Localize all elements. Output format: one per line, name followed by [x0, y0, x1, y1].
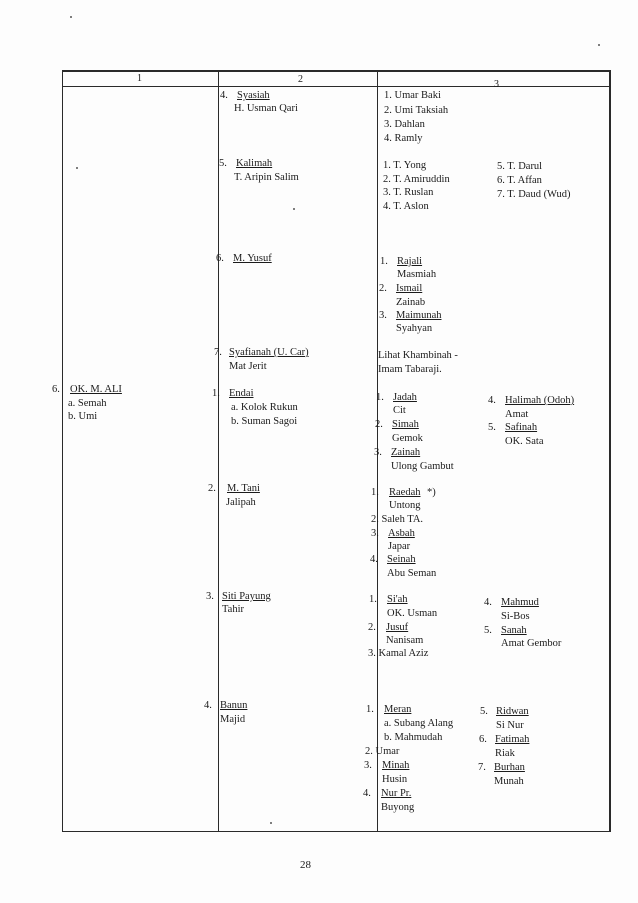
col2-number: 1. — [212, 388, 220, 399]
col3-name: Halimah (Odoh) — [505, 395, 575, 406]
col3-number: 3. — [374, 447, 382, 458]
col3-name: Maimunah — [396, 310, 442, 321]
col3-spouse: Munah — [494, 776, 524, 787]
col3-name: Zainah — [391, 447, 421, 458]
col1-spouse-b: b. Umi — [68, 411, 98, 422]
col3-number: 3. — [379, 310, 387, 321]
col3-number: 1. — [371, 487, 379, 498]
col3-number: 2. — [375, 419, 383, 430]
col3-name: Simah — [392, 419, 419, 430]
col3-spouse: Buyong — [381, 802, 415, 813]
col2-spouse: H. Usman Qari — [234, 103, 298, 114]
col2-number: 6. — [216, 253, 224, 264]
col3-name: Minah — [382, 760, 410, 771]
col2-spouse: Majid — [220, 714, 246, 725]
scan-speck — [76, 167, 78, 169]
col3-number: 3. — [364, 760, 372, 771]
col3-number: 2. — [379, 283, 387, 294]
col3-name: Jadah — [393, 392, 417, 403]
col3-number: 1. — [376, 392, 384, 403]
col3-number: 4. — [363, 788, 371, 799]
col3-number: 4. — [488, 395, 496, 406]
col3-spouse: Nanisam — [386, 635, 424, 646]
col3-spouse: Gemok — [392, 433, 423, 444]
col2-spouse-b: b. Suman Sagoi — [231, 416, 298, 427]
col2-name: M. Tani — [227, 483, 260, 494]
col1-number: 6. — [52, 384, 60, 395]
col1-spouse-a: a. Semah — [68, 398, 107, 409]
table-right-border — [609, 70, 611, 832]
col3-name: Rajali — [397, 256, 423, 267]
col3-spouse: Husin — [382, 774, 408, 785]
col3-spouse: Cit — [393, 405, 406, 416]
scan-speck — [70, 16, 72, 18]
col3-number: 4. — [370, 554, 378, 565]
col3-name: Nur Pr. — [381, 788, 412, 799]
col2-name: Syasiah — [237, 90, 270, 101]
col3-number: 4. — [484, 597, 492, 608]
col3-name: Si'ah — [387, 594, 408, 605]
col2-number: 5. — [219, 158, 227, 169]
col2-name: Endai — [229, 388, 254, 399]
col3-spouse: Si Nur — [496, 720, 524, 731]
col3-item: 6. T. Affan — [497, 175, 542, 186]
col3-spouse: Ulong Gambut — [391, 461, 454, 472]
col3-item: 1. Umar Baki — [384, 90, 441, 101]
col3-spouse: Si-Bos — [501, 611, 530, 622]
page-number: 28 — [300, 859, 311, 871]
col3-item: 2. T. Amiruddin — [383, 174, 450, 185]
col3-name: Ismail — [396, 283, 423, 294]
col3-spouse: Amat Gembor — [501, 638, 562, 649]
col2-number: 2. — [208, 483, 216, 494]
scan-speck — [293, 208, 295, 210]
col3-spouse: Syahyan — [396, 323, 433, 334]
col3-item: 4. T. Aslon — [383, 201, 429, 212]
col3-spouse: Japar — [388, 541, 411, 552]
col3-spouse: Abu Seman — [387, 568, 437, 579]
col3-name: Ridwan — [496, 706, 529, 717]
column-header-2: 2 — [298, 74, 303, 85]
col3-number: 5. — [488, 422, 496, 433]
col3-item: 2. Umar — [365, 746, 400, 757]
col3-number: 1. — [369, 594, 377, 605]
col3-item: 5. T. Darul — [497, 161, 543, 172]
col3-name: Seinah — [387, 554, 416, 565]
col3-name: Jusuf — [386, 622, 409, 633]
col3-spouse: Untong — [389, 500, 421, 511]
col3-number: 5. — [484, 625, 492, 636]
col3-number: 3. — [371, 528, 379, 539]
col3-note: Lihat Khambinah - — [378, 350, 458, 361]
column-header-1: 1 — [137, 73, 142, 84]
col3-name: Mahmud — [501, 597, 539, 608]
col2-name: Banun — [220, 700, 248, 711]
col3-item: 2. Umi Taksiah — [384, 105, 449, 116]
col3-number: 2. — [368, 622, 376, 633]
col3-name-suffix: *) — [427, 487, 436, 498]
col2-spouse: T. Aripin Salim — [234, 172, 299, 183]
col2-name: Syafianah (U. Car) — [229, 347, 309, 358]
col3-note: Imam Tabaraji. — [378, 364, 442, 375]
col3-name: Asbah — [388, 528, 415, 539]
col2-number: 3. — [206, 591, 214, 602]
col2-name: M. Yusuf — [233, 253, 272, 264]
col3-spouse: Masmiah — [397, 269, 437, 280]
table-left-border — [62, 70, 63, 832]
col3-item: 3. Kamal Aziz — [368, 648, 429, 659]
col3-spouse: Riak — [495, 748, 515, 759]
col1-name: OK. M. ALI — [70, 384, 122, 395]
column-divider-1 — [218, 70, 219, 832]
col2-number: 4. — [204, 700, 212, 711]
col3-name: Burhan — [494, 762, 525, 773]
col3-item: 1. T. Yong — [383, 160, 427, 171]
col3-child-b: b. Mahmudah — [384, 732, 443, 743]
col3-spouse: Amat — [505, 409, 529, 420]
col3-number: 1. — [380, 256, 388, 267]
col2-number: 4. — [220, 90, 228, 101]
col3-name: Safinah — [505, 422, 538, 433]
col3-spouse: OK. Sata — [505, 436, 544, 447]
col2-name: Siti Payung — [222, 591, 271, 602]
header-bottom-border — [62, 86, 610, 87]
scan-speck — [270, 822, 272, 824]
col3-item: 3. Dahlan — [384, 119, 425, 130]
table-bottom-border — [62, 831, 610, 832]
col3-name: Fatimah — [495, 734, 530, 745]
col3-item: 7. T. Daud (Wud) — [497, 189, 571, 200]
col2-spouse-a: a. Kolok Rukun — [231, 402, 298, 413]
col2-spouse: Tahir — [222, 604, 245, 615]
scan-speck — [598, 44, 600, 46]
col2-spouse: Jalipah — [226, 497, 256, 508]
col3-number: 6. — [479, 734, 487, 745]
col3-item: 4. Ramly — [384, 133, 423, 144]
col3-name: Raedah — [389, 487, 421, 498]
col3-number: 7. — [478, 762, 486, 773]
table-top-border — [62, 70, 610, 72]
col2-name: Kalimah — [236, 158, 273, 169]
col3-child-a: a. Subang Alang — [384, 718, 454, 729]
col2-number: 7. — [214, 347, 222, 358]
col3-name: Sanah — [501, 625, 527, 636]
col3-number: 5. — [480, 706, 488, 717]
col2-spouse: Mat Jerit — [229, 361, 267, 372]
col3-item: 3. T. Ruslan — [383, 187, 434, 198]
col3-spouse: Zainab — [396, 297, 426, 308]
col3-number: 1. — [366, 704, 374, 715]
column-header-3: 3 — [494, 79, 499, 90]
col3-spouse: OK. Usman — [387, 608, 438, 619]
col3-name: Meran — [384, 704, 412, 715]
col3-item: 2. Saleh TA. — [371, 514, 424, 525]
